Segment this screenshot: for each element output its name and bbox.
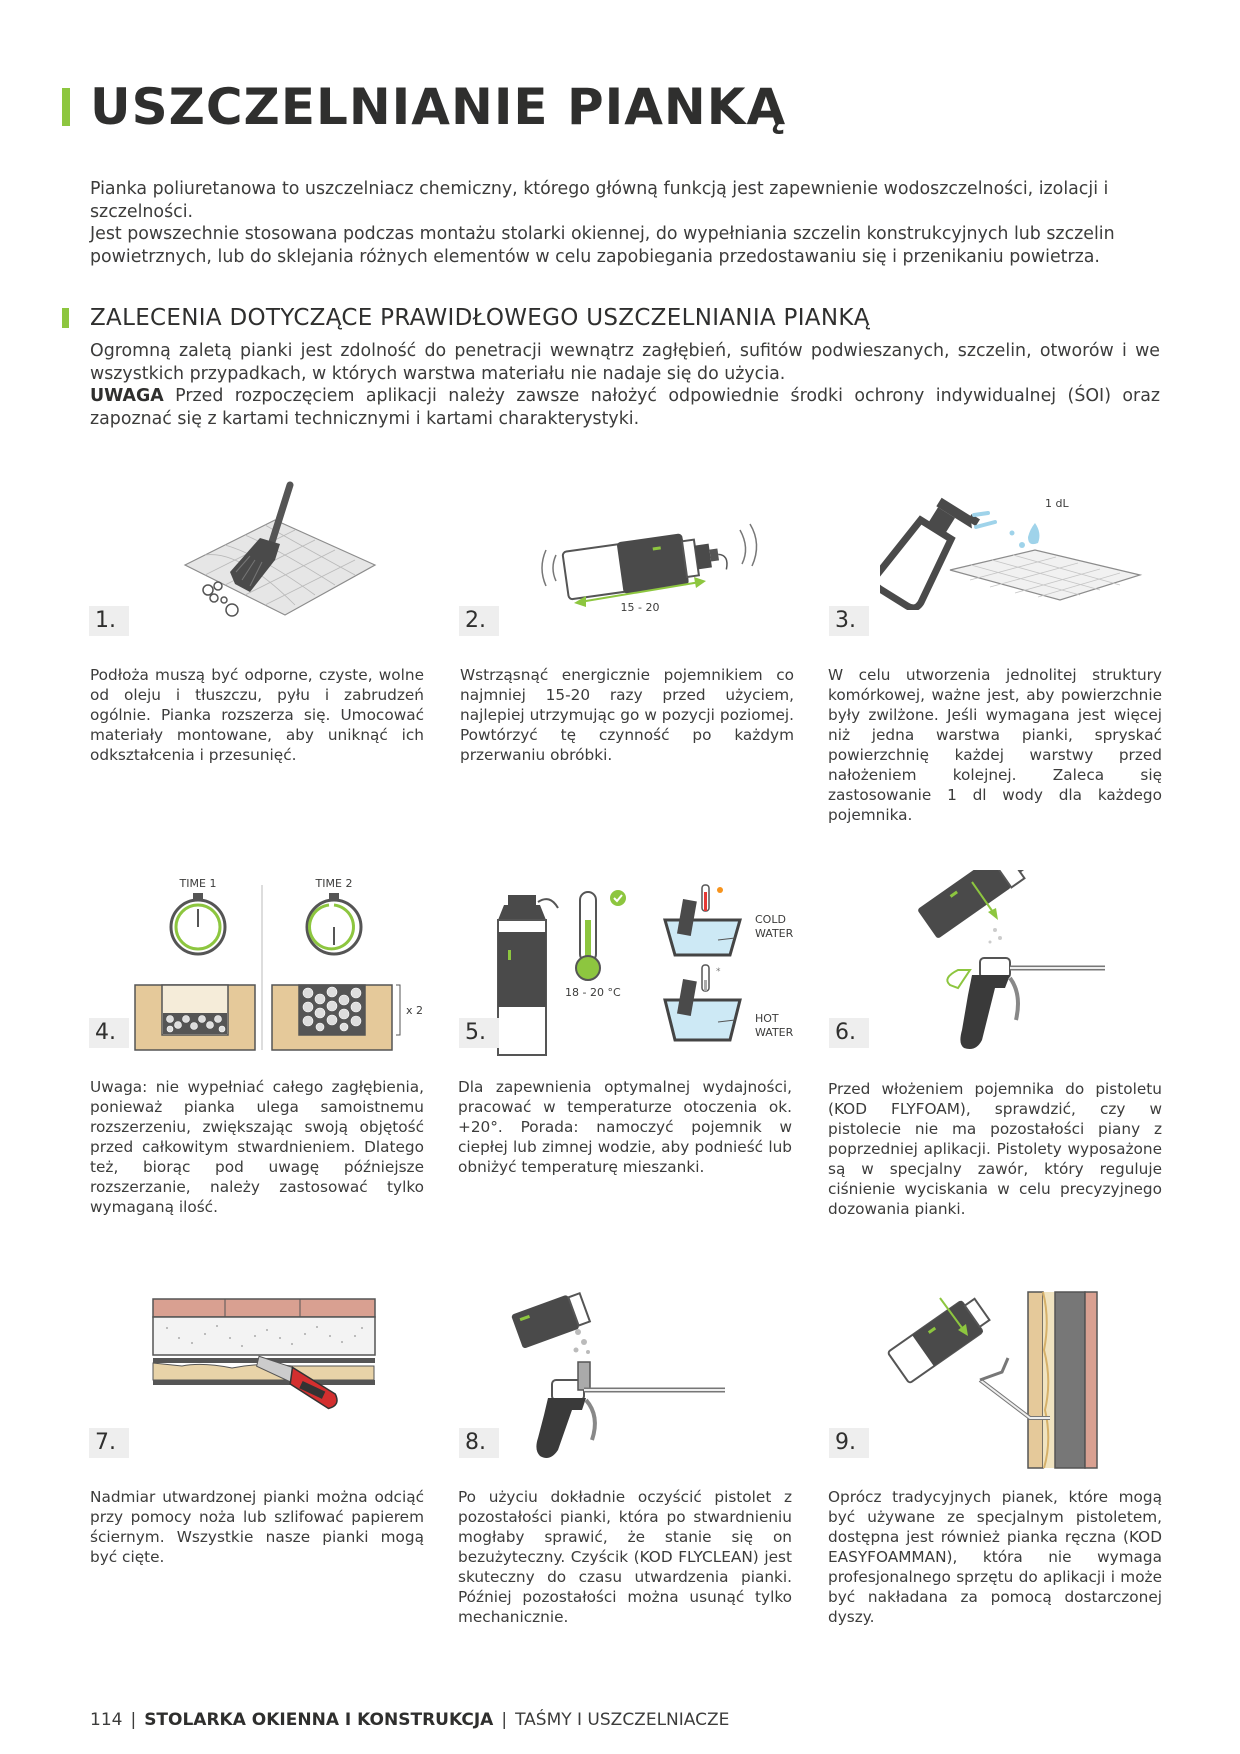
foam-gun-loading-illustration [900, 870, 1120, 1060]
hand-foam-illustration [880, 1290, 1110, 1470]
page-footer [90, 1710, 729, 1730]
title-accent-bar [62, 88, 70, 126]
cold-label: COLD [755, 913, 786, 926]
broom-cleaning-illustration [180, 480, 380, 630]
foam-can-icon [498, 895, 558, 1055]
step-1-text: Podłoża muszą być odporne, czyste, wolne od oleju i tłuszczu, pyłu i zabrudzeń ogólnie. Pianka rozszerza się. Umocować materiały montowane, aby uniknąć ich odkształcenia i przesunięć. [90, 666, 424, 764]
time-1-label: TIME 1 [179, 877, 217, 890]
step-number-2: 2. [459, 606, 499, 636]
intro-paragraph-2: Jest powszechnie stosowana podczas montażu stolarki okiennej, do wypełniania szczelin konstrukcyjnych lub szczelin powietrznych, lub do sklejania różnych elementów w celu zapobiegania przedostawaniu się i przenikaniu powietrza. [90, 224, 1115, 267]
times-label: x 2 [406, 1004, 424, 1017]
shake-can-illustration [530, 510, 770, 620]
cleaning-gun-illustration [510, 1290, 730, 1460]
temperature-label: 18 - 20 °C [565, 986, 621, 999]
step-number-7: 7. [89, 1428, 129, 1458]
step-7-text: Nadmiar utwardzonej pianki można odciąć przy pomocy noża lub szlifować papierem ściernym. Wszystkie nasze pianki mogą być cięte. [90, 1488, 424, 1566]
hot-water-label: WATER [755, 1026, 794, 1039]
step-number-8: 8. [459, 1428, 499, 1458]
step-number-5: 5. [459, 1018, 499, 1048]
section-accent-bar [62, 308, 69, 328]
thermometer-icon [576, 892, 600, 980]
step-2-text: Wstrząsnąć energicznie pojemnikiem co najmniej 15-20 razy przed użyciem, najlepiej utrzymując go w pozycji poziomej. Powtórzyć tę czynność po każdym przerwaniu obróbki. [460, 666, 794, 764]
footer-section: STOLARKA OKIENNA I KONSTRUKCJA [144, 1710, 494, 1730]
temperature-illustration [490, 880, 820, 1060]
time-2-label: TIME 2 [315, 877, 353, 890]
section-paragraph: Ogromną zaletą pianki jest zdolność do penetracji wewnątrz zagłębień, sufitów podwieszanych, szczelin, otworów i we wszystkich przypadkach, w których warstwa materiału nie nadaje się do użycia. [90, 341, 1160, 384]
intro-paragraph-1: Pianka poliuretanowa to uszczelniacz chemiczny, którego główną funkcją jest zapewnienie wodoszczelności, izolacji i szczelności. [90, 179, 1109, 222]
svg-text:*: * [716, 967, 721, 977]
step-4-text: Uwaga: nie wypełniać całego zagłębienia, ponieważ pianka ulega samoistnemu rozszerzeniu, zwiększając swoją objętość przed całkowitym stwardnieniem. Dlatego też, biorąc pod uwagę późniejsze rozszerzanie, należy zastosować tylko wymaganą ilość. [90, 1078, 424, 1216]
step-5-text: Dla zapewnienia optymalnej wydajności, pracować w temperaturze otoczenia ok. +20°. Porada: namoczyć pojemnik w ciepłej lub zimnej wodzie, aby podnieść lub obniżyć temperaturę mieszanki. [458, 1078, 792, 1176]
cold-water-label: WATER [755, 927, 794, 940]
step-number-1: 1. [89, 606, 129, 636]
check-icon [610, 890, 626, 906]
step-9-text: Oprócz tradycyjnych pianek, które mogą być używane ze specjalnym pistoletem, dostępna jest również pianka ręczna (KOD EASYFOAMMAN), która nie wymaga profesjonalnego sprzętu do aplikacji i może być nakładana za pomocą dostarczonej dyszy. [828, 1488, 1162, 1626]
step-3-text: W celu utworzenia jednolitej struktury komórkowej, ważne jest, aby powierzchnie były zwilżone. Jeśli wymagana jest więcej niż jedna warstwa pianki, spryskać powierzchnię każdej warstwy przed nałożeniem kolejnej. Zaleca się zastosowanie 1 dl wody dla każdego pojemnika. [828, 666, 1162, 824]
warning-paragraph [90, 385, 1160, 430]
step-number-6: 6. [829, 1018, 869, 1048]
stopwatch-2-icon [307, 893, 361, 954]
intro-text [90, 178, 1160, 268]
step-8-text: Po użyciu dokładnie oczyścić pistolet z pozostałości pianki, która po stwardnieniu mogłaby sprawić, że stanie się on bezużyteczny. Czyścik (KOD FLYCLEAN) jest skuteczny do czasu utwardzenia pianki. Później pozostałości można usunąć tylko mechanicznie. [458, 1488, 792, 1626]
section-heading: ZALECENIA DOTYCZĄCE PRAWIDŁOWEGO USZCZELNIANIA PIANKĄ [90, 305, 870, 331]
footer-separator: | [501, 1710, 508, 1730]
expansion-time-illustration [130, 875, 430, 1055]
step-number-3: 3. [829, 606, 869, 636]
footer-subsection: TAŚMY I USZCZELNIACZE [515, 1710, 730, 1730]
page-title: USZCZELNIANIE PIANKĄ [90, 78, 787, 136]
hot-water-bowl [665, 965, 740, 1040]
warning-text: Przed rozpoczęciem aplikacji należy zawsze nałożyć odpowiednie środki ochrony indywidualnej (ŚOI) oraz zapoznać się z kartami technicznymi i kartami charakterystyki. [90, 386, 1160, 429]
step-number-9: 9. [829, 1428, 869, 1458]
cutting-foam-illustration [152, 1298, 377, 1423]
page-number: 114 [90, 1710, 123, 1730]
water-amount-label: 1 dL [1045, 497, 1069, 510]
warning-label: UWAGA [90, 386, 164, 407]
section-text [90, 340, 1160, 430]
stopwatch-1-icon [171, 893, 225, 954]
spray-water-illustration [880, 485, 1150, 610]
hot-label: HOT [755, 1012, 779, 1025]
footer-separator: | [130, 1710, 137, 1730]
step-6-text: Przed włożeniem pojemnika do pistoletu (KOD FLYFOAM), sprawdzić, czy w pistolecie nie ma pozostałości piany z poprzedniej aplikacji. Pistolety wyposażone są w specjalny zawór, który reguluje ciśnienie wyciskania w celu precyzyjnego dozowania pianki. [828, 1080, 1162, 1218]
shake-count-label: 15 - 20 [620, 601, 660, 614]
step-number-4: 4. [89, 1018, 129, 1048]
cold-water-bowl [665, 885, 740, 955]
